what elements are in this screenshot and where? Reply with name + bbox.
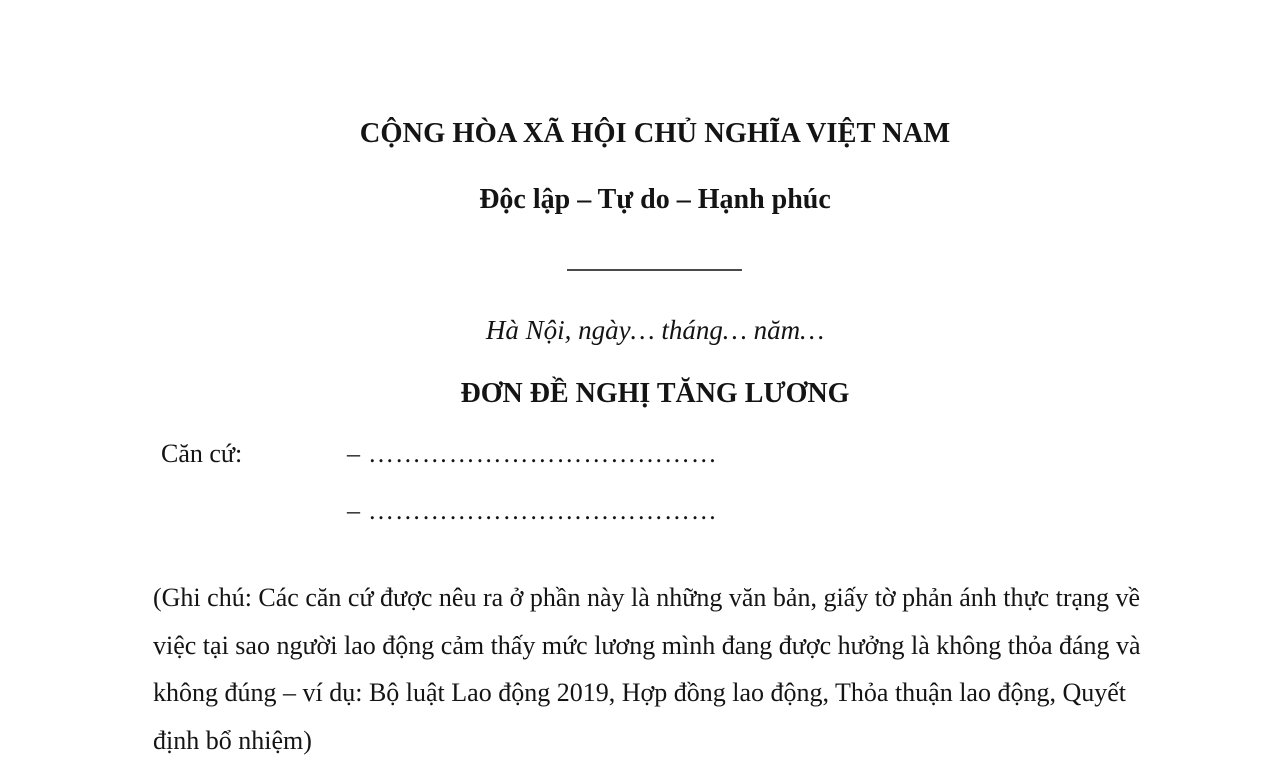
national-title: CỘNG HÒA XÃ HỘI CHỦ NGHĨA VIỆT NAM xyxy=(359,118,951,149)
note-line: định bổ nhiệm) xyxy=(153,725,312,755)
basis-item[interactable] xyxy=(347,439,718,469)
bullet-dash: – xyxy=(347,439,360,468)
bullet-dash: – xyxy=(347,496,360,525)
basis-label: Căn cứ: xyxy=(161,439,243,468)
national-motto: Độc lập – Tự do – Hạnh phúc xyxy=(479,184,831,215)
note-line: không đúng – ví dụ: Bộ luật Lao động 2019, Hợp đồng lao động, Thỏa thuận lao động, Quyết xyxy=(153,678,1127,707)
fill-in-placeholder[interactable]: ………………………………… xyxy=(368,496,718,525)
place-date-line: Hà Nội, ngày… tháng… năm… xyxy=(485,315,825,345)
note-paragraph xyxy=(153,574,1163,764)
basis-item[interactable] xyxy=(347,496,718,526)
note-line: việc tại sao người lao động cảm thấy mức lương mình đang được hưởng là không thỏa đáng và xyxy=(153,630,1141,660)
header-divider xyxy=(567,269,742,271)
document-title: ĐƠN ĐỀ NGHỊ TĂNG LƯƠNG xyxy=(460,378,850,409)
fill-in-placeholder[interactable]: ………………………………… xyxy=(368,439,718,468)
note-line: (Ghi chú: Các căn cứ được nêu ra ở phần này là những văn bản, giấy tờ phản ánh thực trạng về xyxy=(153,583,1141,612)
